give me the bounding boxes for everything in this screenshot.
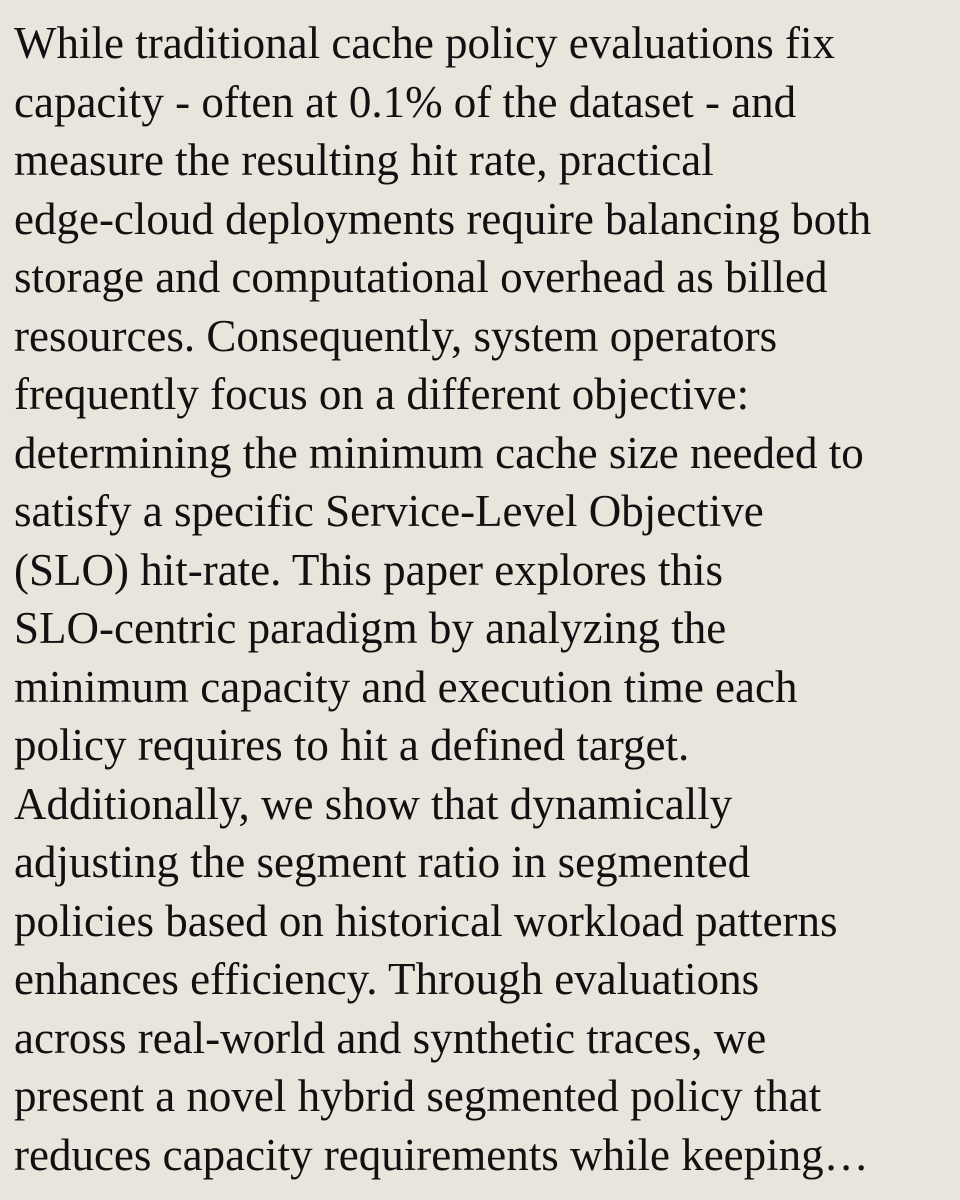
abstract-line: frequently focus on a different objective: xyxy=(14,369,750,419)
abstract-line: edge-cloud deployments require balancing both xyxy=(14,193,872,244)
abstract-line: policy requires to hit a defined target. xyxy=(14,720,690,770)
abstract-line: enhances efficiency. Through evaluations xyxy=(14,954,760,1004)
abstract-line: present a novel hybrid segmented policy that xyxy=(14,1071,822,1121)
abstract-line: SLO-centric paradigm by analyzing the xyxy=(14,603,727,653)
abstract-line: across real-world and synthetic traces, we xyxy=(14,1012,767,1063)
abstract-line: minimum capacity and execution time each xyxy=(14,661,798,712)
abstract-line: adjusting the segment ratio in segmented xyxy=(14,837,751,887)
abstract-line: satisfy a specific Service-Level Objective xyxy=(14,486,764,536)
abstract-line: Additionally, we show that dynamically xyxy=(14,778,733,829)
abstract-line: storage and computational overhead as billed xyxy=(14,252,828,302)
abstract-line: measure the resulting hit rate, practical xyxy=(14,135,714,185)
abstract-line: determining the minimum cache size needed to xyxy=(14,427,864,478)
abstract-line: reduces capacity requirements while keeping… xyxy=(14,1129,869,1180)
abstract-line: While traditional cache policy evaluations fix xyxy=(14,18,835,68)
abstract-line: (SLO) hit-rate. This paper explores this xyxy=(14,544,723,595)
abstract-line: resources. Consequently, system operators xyxy=(14,310,778,361)
abstract-line: capacity - often at 0.1% of the dataset - and xyxy=(14,76,797,127)
abstract-line: policies based on historical workload patterns xyxy=(14,895,838,946)
